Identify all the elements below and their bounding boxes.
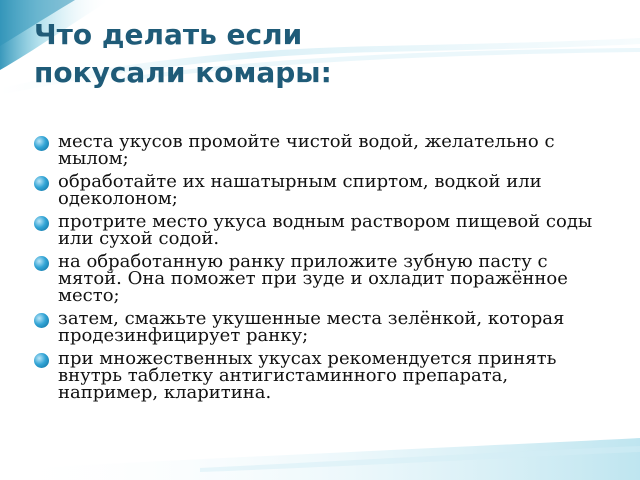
slide-title-line-2: покусали комары: — [34, 56, 332, 89]
bullet-item-text: протрите место укуса водным раствором пищевой соды или сухой содой. — [58, 211, 593, 249]
bullet-dot-icon — [34, 256, 49, 271]
bullet-dot-icon — [34, 313, 49, 328]
slide-title-line-1: Что делать если — [34, 18, 303, 51]
bullet-item-6 — [34, 350, 594, 401]
bullet-item-1 — [34, 133, 594, 167]
bullet-item-text: места укусов промойте чистой водой, желательно с мылом; — [58, 131, 555, 169]
bullet-dot-icon — [34, 136, 49, 151]
bullet-item-text: затем, смажьте укушенные места зелёнкой, которая продезинфицирует ранку; — [58, 308, 565, 346]
bullet-dot-icon — [34, 353, 49, 368]
bullet-dot-icon — [34, 176, 49, 191]
bullet-item-text: обработайте их нашатырным спиртом, водкой или одеколоном; — [58, 171, 542, 209]
bullet-list — [34, 133, 594, 407]
bullet-item-5 — [34, 310, 594, 344]
bullet-item-text: на обработанную ранку приложите зубную пасту с мятой. Она поможет при зуде и охладит поражённое место; — [58, 251, 568, 306]
bullet-item-4 — [34, 253, 594, 304]
bullet-dot-icon — [34, 216, 49, 231]
bullet-item-2 — [34, 173, 594, 207]
bullet-item-text: при множественных укусах рекомендуется принять внутрь таблетку антигистаминного препарата, например, кларитина. — [58, 348, 557, 403]
decorative-wave-bottom — [0, 430, 640, 480]
bullet-item-3 — [34, 213, 594, 247]
slide-title — [34, 16, 594, 92]
